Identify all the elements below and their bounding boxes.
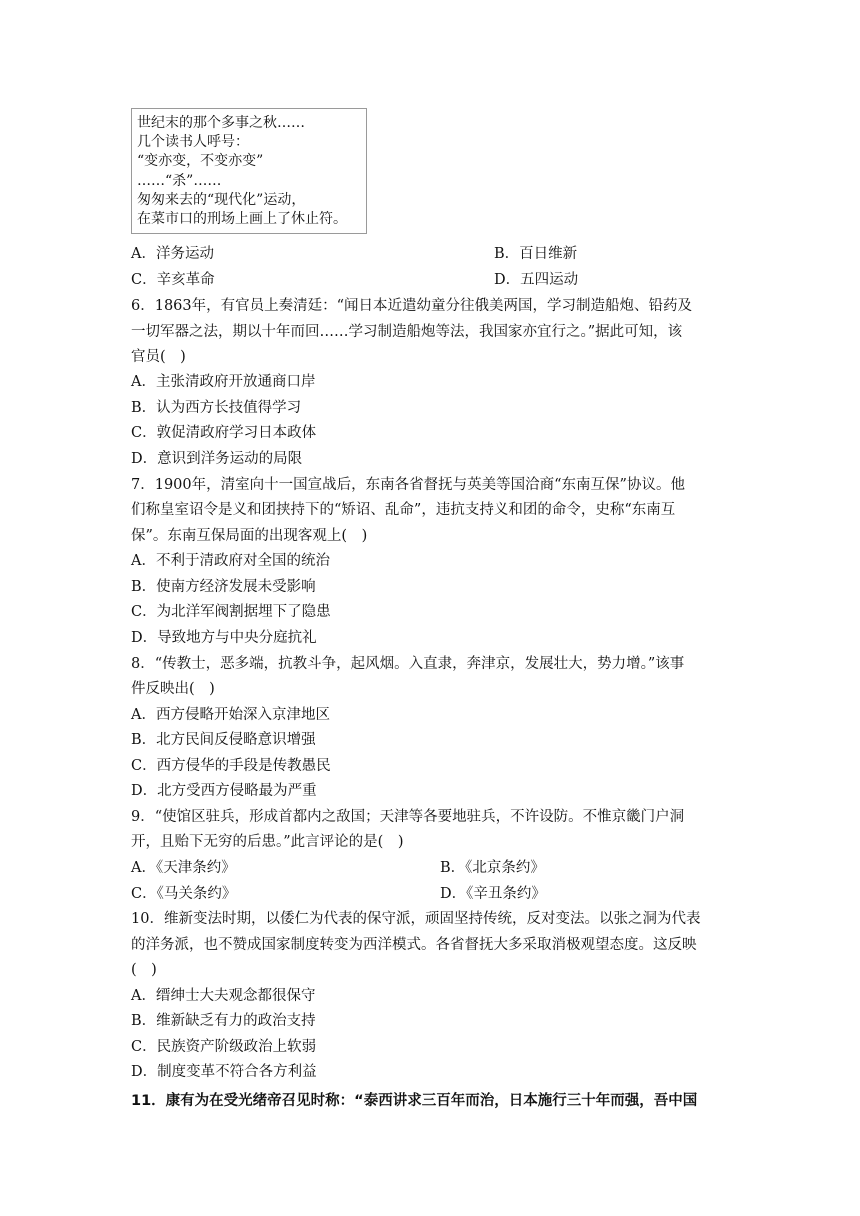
q9-option-a: A．《天津条约》 — [131, 860, 236, 876]
q9-option-c: C．《马关条约》 — [131, 886, 237, 902]
q9-stem-line: 开，且贻下无穷的后患。”此言评论的是( ) — [131, 834, 404, 850]
q7-option-a: A．不利于清政府对全国的统治 — [131, 553, 330, 569]
q11-stem-line: 11．康有为在受光绪帝召见时称：“泰西讲求三百年而治，日本施行三十年而强，吾中国 — [131, 1093, 698, 1109]
q7-stem-line: 7．1900年，清室向十一国宣战后，东南各省督抚与英美等国洽商“东南互保”协议。他 — [131, 477, 685, 493]
q5-option-d: D．五四运动 — [494, 272, 579, 288]
poem-line: 在菜市口的刑场上画上了休止符。 — [137, 211, 347, 228]
q7-option-b: B．使南方经济发展未受影响 — [131, 579, 316, 595]
q8-option-b: B．北方民间反侵略意识增强 — [131, 732, 316, 748]
q9-option-d: D．《辛丑条约》 — [440, 886, 546, 902]
poem-line: 几个读书人呼号： — [137, 134, 249, 151]
q5-option-a: A．洋务运动 — [131, 246, 214, 262]
q7-option-c: C．为北洋军阀割据埋下了隐患 — [131, 604, 331, 620]
q10-option-c: C．民族资产阶级政治上软弱 — [131, 1039, 317, 1055]
q6-stem-line: 一切军器之法，期以十年而回……学习制造船炮等法，我国家亦宜行之。”据此可知，该 — [131, 324, 683, 340]
poem-line: 匆匆来去的“现代化”运动， — [137, 191, 306, 208]
poem-line: 世纪末的那个多事之秋…… — [137, 115, 305, 131]
q6-option-b: B．认为西方长技值得学习 — [131, 400, 302, 416]
q7-stem-line: 们称皇室诏令是义和团挟持下的“矫诏、乱命”，违抗支持义和团的命令，史称“东南互 — [131, 502, 676, 518]
q10-stem-line: 的洋务派，也不赞成国家制度转变为西洋模式。各省督抚大多采取消极观望态度。这反映 — [131, 937, 697, 953]
q10-stem-line: 10．维新变法时期，以倭仁为代表的保守派，顽固坚持传统，反对变法。以张之洞为代表 — [131, 911, 701, 927]
poem-line: ……“杀”…… — [137, 172, 222, 189]
q8-stem-line: 8．“传教士，恶多端，抗教斗争，起风烟。入直隶，奔津京，发展壮大，势力增。”该事 — [131, 656, 685, 672]
q7-option-d: D．导致地方与中央分庭抗礼 — [131, 630, 317, 646]
q8-stem-line: 件反映出( ) — [131, 681, 215, 697]
q8-option-c: C．西方侵华的手段是传教愚民 — [131, 758, 331, 774]
q6-option-d: D．意识到洋务运动的局限 — [131, 451, 303, 467]
q6-stem-line: 6．1863年，有官员上奏清廷：“闻日本近遣幼童分往俄美两国，学习制造船炮、铅药及 — [131, 298, 693, 314]
q10-stem-line: ( ) — [131, 962, 157, 978]
q8-option-a: A．西方侵略开始深入京津地区 — [131, 707, 330, 723]
q5-option-b: B．百日维新 — [494, 246, 578, 262]
q6-option-a: A．主张清政府开放通商口岸 — [131, 374, 316, 390]
q6-option-c: C．敦促清政府学习日本政体 — [131, 425, 317, 441]
poem-box — [131, 108, 367, 234]
q8-option-d: D．北方受西方侵略最为严重 — [131, 783, 317, 799]
q10-option-d: D．制度变革不符合各方利益 — [131, 1064, 317, 1080]
q9-option-b: B．《北京条约》 — [440, 860, 545, 876]
q10-option-a: A．缙绅士大夫观念都很保守 — [131, 988, 316, 1004]
q10-option-b: B．维新缺乏有力的政治支持 — [131, 1013, 316, 1029]
q5-option-c: C．辛亥革命 — [131, 272, 215, 288]
q7-stem-line: 保”。东南互保局面的出现客观上( ) — [131, 528, 368, 544]
q6-stem-line: 官员( ) — [131, 349, 186, 365]
poem-line: “变亦变，不变亦变” — [137, 153, 264, 170]
q9-stem-line: 9．“使馆区驻兵，形成首都内之敌国；天津等各要地驻兵，不许设防。不惟京畿门户洞 — [131, 809, 685, 825]
